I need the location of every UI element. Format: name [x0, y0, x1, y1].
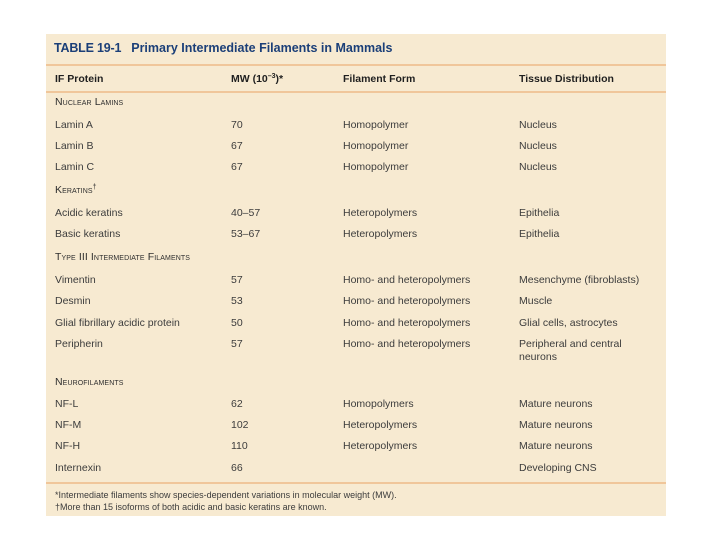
group-name: Type III Intermediate Filaments — [55, 251, 191, 263]
tissue-cell: Peripheral and central neurons — [519, 338, 622, 363]
protein-cell: NF-M — [55, 419, 82, 431]
mw-cell: 57 — [231, 338, 243, 350]
title-rule — [46, 64, 666, 66]
form-cell: Homopolymer — [343, 119, 409, 131]
header-tissue: Tissue Distribution — [519, 73, 614, 85]
group-name: Neurofilaments — [55, 376, 124, 388]
header-rule — [46, 91, 666, 93]
header-mw-tail: )* — [275, 73, 284, 85]
group-name: Nuclear Lamins — [55, 96, 124, 108]
tissue-cell: Mature neurons — [519, 440, 593, 452]
protein-cell: Internexin — [55, 462, 102, 474]
protein-cell: Lamin B — [55, 140, 94, 152]
table-panel — [46, 34, 666, 516]
mw-cell: 110 — [231, 440, 248, 452]
table-number: TABLE 19-1 — [54, 41, 122, 55]
header-mw-exponent: –3 — [267, 73, 276, 80]
table-title: Primary Intermediate Filaments in Mammals — [131, 41, 393, 55]
protein-cell: NF-L — [55, 398, 79, 410]
mw-cell: 70 — [231, 119, 243, 131]
form-cell: Homo- and heteropolymers — [343, 338, 471, 350]
mw-cell: 67 — [231, 140, 243, 152]
group-footnote-mark: † — [92, 184, 97, 191]
tissue-cell: Epithelia — [519, 228, 560, 240]
group-heading — [55, 184, 97, 196]
footer-rule — [46, 482, 666, 484]
tissue-cell: Muscle — [519, 295, 553, 307]
protein-cell: Basic keratins — [55, 228, 121, 240]
form-cell: Heteropolymers — [343, 419, 418, 431]
mw-cell: 57 — [231, 274, 243, 286]
tissue-cell: Mesenchyme (fibroblasts) — [519, 274, 640, 286]
protein-cell: NF-H — [55, 440, 81, 452]
protein-cell: Lamin A — [55, 119, 93, 131]
protein-cell: Glial fibrillary acidic protein — [55, 317, 180, 329]
protein-cell: Peripherin — [55, 338, 103, 350]
tissue-cell: Nucleus — [519, 119, 557, 131]
group-heading — [55, 251, 190, 263]
mw-cell: 66 — [231, 462, 243, 474]
header-mw-text: MW (10 — [231, 73, 268, 85]
form-cell: Homopolymer — [343, 161, 409, 173]
mw-cell: 50 — [231, 317, 243, 329]
protein-cell: Lamin C — [55, 161, 95, 173]
form-cell: Homopolymers — [343, 398, 414, 410]
header-mw — [231, 73, 283, 85]
header-row — [46, 67, 666, 91]
protein-cell: Acidic keratins — [55, 207, 123, 219]
tissue-cell: Developing CNS — [519, 462, 597, 474]
form-cell: Heteropolymers — [343, 228, 418, 240]
footnote-mw: *Intermediate filaments show species-dependent variations in molecular weight (MW). — [55, 490, 397, 500]
form-cell: Heteropolymers — [343, 440, 418, 452]
footnote-keratins: †More than 15 isoforms of both acidic and basic keratins are known. — [55, 502, 327, 512]
tissue-cell: Epithelia — [519, 207, 560, 219]
group-name: Keratins — [55, 184, 93, 196]
form-cell: Homo- and heteropolymers — [343, 295, 471, 307]
tissue-cell: Mature neurons — [519, 398, 593, 410]
group-heading — [55, 376, 124, 388]
form-cell: Heteropolymers — [343, 207, 418, 219]
tissue-cell: Nucleus — [519, 140, 557, 152]
mw-cell: 40–57 — [231, 207, 261, 219]
table-title-bar — [46, 34, 666, 62]
protein-cell: Vimentin — [55, 274, 96, 286]
mw-cell: 102 — [231, 419, 249, 431]
tissue-cell: Glial cells, astrocytes — [519, 317, 618, 329]
header-protein: IF Protein — [55, 73, 104, 85]
form-cell: Homopolymer — [343, 140, 409, 152]
tissue-cell: Nucleus — [519, 161, 557, 173]
mw-cell: 67 — [231, 161, 243, 173]
mw-cell: 62 — [231, 398, 243, 410]
group-heading — [55, 96, 123, 108]
mw-cell: 53–67 — [231, 228, 261, 240]
form-cell: Homo- and heteropolymers — [343, 317, 471, 329]
mw-cell: 53 — [231, 295, 243, 307]
protein-cell: Desmin — [55, 295, 91, 307]
tissue-cell: Mature neurons — [519, 419, 593, 431]
form-cell: Homo- and heteropolymers — [343, 274, 471, 286]
header-form: Filament Form — [343, 73, 416, 85]
footnotes — [55, 489, 397, 513]
